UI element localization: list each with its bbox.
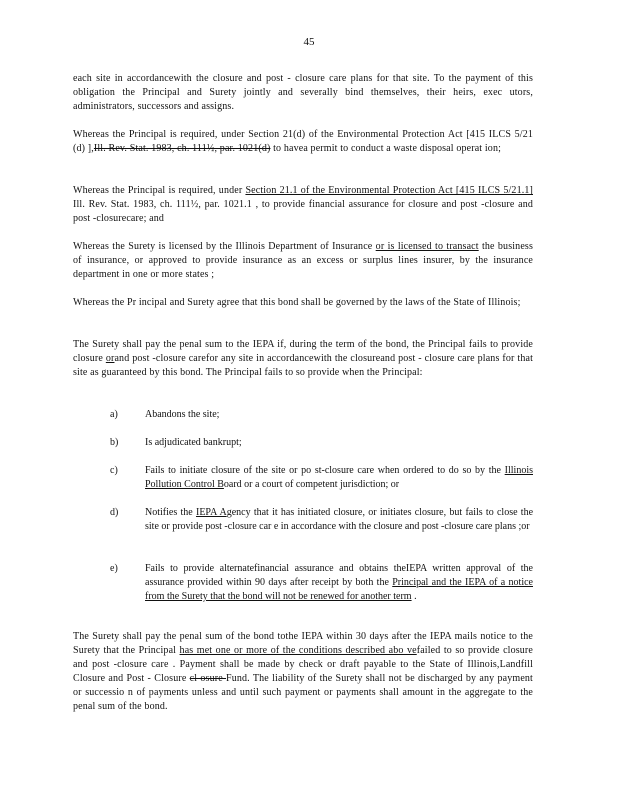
- paragraph-text: Ill. Rev. Stat. 1983, ch. 111½, par. 1021.1 , to provide financial assurance for closure and post -closure and post -closurecare; and: [73, 199, 533, 224]
- struck-text: Ill. Rev. Stat. 1983, ch. 111½, par. 1021(d): [93, 143, 271, 154]
- list-item-text-part: Fails to initiate closure of the site or po st-closure care when ordered to do so by the: [145, 465, 505, 476]
- list-item-label: c): [110, 465, 118, 476]
- underlined-text: Principal and the IEPA of a notice from the Surety that the bond will not be renewed for another term: [145, 577, 533, 602]
- paragraph-text: failed to so provide closure and post -closure care . Payment shall be made by check or draft payable to the State of Illinois,Landfill Closure and Post - Closure: [73, 645, 534, 684]
- underlined-text: or is licensed to transact: [375, 241, 479, 252]
- list-item-text-part: Fails to provide alternatefinancial assurance and obtains theIEPA written approval of the assurance provided within 90 days after receipt by both the: [145, 563, 533, 588]
- list-item-text-part: oard or a court of competent jurisdiction; or: [223, 479, 400, 490]
- paragraph-text: to havea permit to conduct a waste disposal operat ion;: [270, 143, 502, 154]
- paragraph-obligation: [73, 72, 533, 114]
- underlined-text: has met one or more of the conditions described abo ve: [179, 645, 417, 656]
- underlined-text: Section 21.1 of the Environmental Protection Act [415 ILCS 5/21.1]: [245, 185, 533, 196]
- paragraph-whereas-assurance: [73, 184, 533, 226]
- paragraph-text: The Surety shall pay the penal sum of the bond tothe IEPA within 30 days after the IEPA mails notice to the Surety that the Principal: [73, 631, 533, 656]
- underlined-text: Illinois Pollution Control B: [145, 465, 533, 490]
- paragraph-text: Whereas the Pr incipal and Surety agree that this bond shall be governed by the laws of the State of Illinois;: [73, 297, 521, 308]
- paragraph-text: Whereas the Principal is required, under: [73, 185, 246, 196]
- list-item-text: [145, 506, 533, 534]
- list-item-text: Abandons the site;: [145, 409, 220, 420]
- page-number: 45: [303, 36, 315, 48]
- paragraph-text: Whereas the Principal is required, under Section 21(d) of the Environmental Protection Act [415 ILCS 5/21 (d) ],: [73, 129, 533, 154]
- paragraph-text: The Surety shall pay the penal sum to the IEPA if, during the term of the bond, the Principal fails to provide closure: [73, 339, 533, 364]
- paragraph-payment: [73, 630, 533, 714]
- list-item-label: e): [110, 563, 118, 574]
- list-item-label: b): [110, 437, 119, 448]
- struck-text: cl osure: [189, 673, 227, 684]
- list-item-label: a): [110, 409, 118, 420]
- paragraph-text: Whereas the Surety is licensed by the Illinois Department of Insurance: [73, 241, 376, 252]
- list-item-text: Is adjudicated bankrupt;: [145, 437, 242, 448]
- underlined-text: IEPA A: [195, 507, 227, 518]
- list-item-text-part: Notifies the: [145, 507, 196, 518]
- list-item-text-part: .: [411, 591, 417, 602]
- paragraph-penal-sum: [73, 338, 533, 380]
- paragraph-text: the business of insurance, or approved to provide insurance as an excess or surplus lines insurer, by the insurance department in one or more states ;: [73, 241, 534, 280]
- paragraph-text: Fund. The liability of the Surety shall not be discharged by any payment or successio n of payments unless and until such payment or payments shall amount in the aggregate to the penal sum of the bond.: [73, 673, 533, 712]
- list-item-label: d): [110, 507, 119, 518]
- paragraph-text: and post -closure carefor any site in accordancewith the closureand post - closure care plans for that site as guaranteed by this bond. The Principal fails to so provide when the Principal:: [73, 353, 533, 378]
- paragraph-text: each site in accordancewith the closure and post - closure care plans for that site. To the payment of this obligation the Principal and Surety jointly and severally bind themselves, their heirs, exec utors, administrators, successors and assigns.: [73, 73, 533, 112]
- underlined-text: or: [105, 353, 115, 364]
- paragraph-whereas-permit: [73, 128, 533, 156]
- list-item-text-part: gency that it has initiated closure, or initiates closure, but fails to close the site or provide post -closure car e in accordance with the closure and post -closure care plans ;or: [145, 507, 534, 532]
- paragraph-whereas-surety: [73, 240, 533, 282]
- list-item-text: [145, 562, 533, 604]
- paragraph-whereas-governed: [73, 296, 533, 310]
- list-item-text: [145, 464, 533, 492]
